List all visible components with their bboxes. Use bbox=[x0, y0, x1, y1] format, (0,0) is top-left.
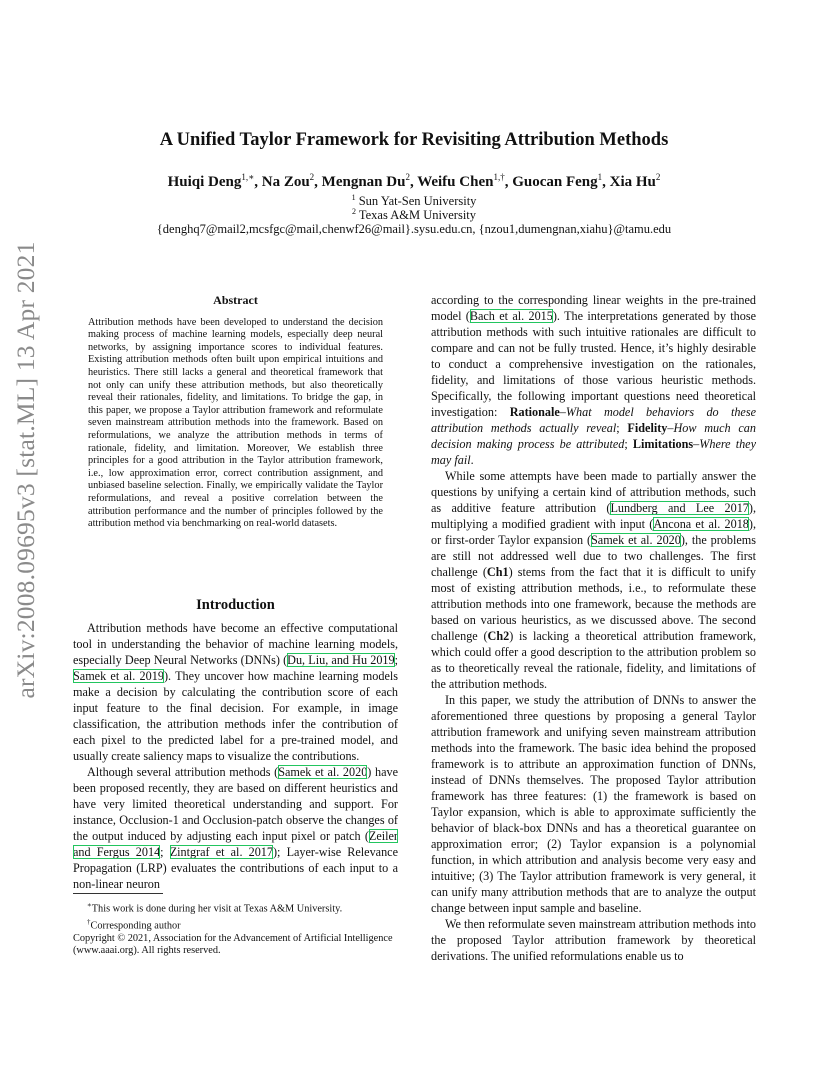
author-emails: {denghq7@mail2,mcsfgc@mail,chenwf26@mail}.sysu.edu.cn, {nzou1,dumengnan,xiahu}@tamu.edu bbox=[156, 222, 672, 236]
citation-link[interactable]: Samek et al. 2020 bbox=[278, 765, 368, 779]
keyword: Limitations bbox=[632, 437, 694, 451]
arxiv-identifier: arXiv:2008.09695v3 [stat.ML] 13 Apr 2021 bbox=[11, 241, 40, 699]
text-run: ); Layer-wise Relevance Propagation (LRP) evaluates the contributions of each input to a non-linear neuron bbox=[73, 845, 399, 891]
author-name: Na Zou bbox=[261, 174, 310, 190]
text-run: ). They uncover how machine learning models make a decision by calculating the contribution score of each input feature to the final decision. For example, in image classification, the attribution methods infer the contribution of each pixel to the predicted label for a pre-trained model, and usually create saliency maps to visualize the contributions. bbox=[73, 669, 399, 763]
citation-link[interactable]: Samek et al. 2020 bbox=[591, 533, 681, 547]
question-text: –What model behaviors do these attribution methods actually reveal bbox=[431, 405, 756, 435]
affiliation bbox=[0, 207, 828, 223]
text-run: ; bbox=[616, 421, 628, 435]
author-sup: 2 bbox=[405, 172, 410, 182]
arxiv-sidebar bbox=[6, 241, 46, 699]
footnote-mark: ∗ bbox=[87, 901, 92, 909]
author-sup: 1 bbox=[597, 172, 603, 182]
paragraph bbox=[73, 764, 398, 892]
question-text: –How much can decision making process be attributed bbox=[431, 421, 756, 451]
text-run: ) have been proposed recently, they are based on different heuristics and have very limited theoretical understanding and support. For instance, Occlusion-1 and Occlusion-patch observe the changes of the output induced by adjusting each input pixel or patch ( bbox=[73, 765, 398, 843]
text-run: ) stems from the fact that it is difficult to unify most of existing attribution methods, i.e., to reformulate these attribution methods into one framework, because the methods are based on various heuristics, as we discussed above. The second challenge ( bbox=[431, 565, 756, 643]
footnote bbox=[73, 899, 403, 958]
right-column-body bbox=[431, 292, 756, 964]
author-list: Huiqi Deng$^{1,∗}$, Na Zou$^2$, Mengnan Du$^2$, Weifu Chen$^{1,\dagger}$, Guocan Feng$^1$, Xia Hu$^2$ bbox=[167, 172, 661, 190]
author-name: Huiqi Deng bbox=[167, 174, 242, 190]
introduction-body bbox=[73, 620, 398, 892]
keyword: Rationale bbox=[509, 405, 560, 419]
author-sup: 1,∗ bbox=[241, 172, 255, 182]
citation-link[interactable]: Zintgraf et al. 2017 bbox=[169, 845, 273, 859]
author-name: Mengnan Du bbox=[321, 174, 406, 190]
paper-title: A Unified Taylor Framework for Revisiting Attribution Methods bbox=[159, 130, 669, 150]
text-run: Attribution methods have become an effective computational tool in understanding the behavior of machine learning models, especially Deep Neural Networks (DNNs) ( bbox=[73, 621, 398, 667]
abstract-heading: Abstract bbox=[213, 293, 258, 307]
citation-link[interactable]: Zeiler and Fergus 2014 bbox=[73, 829, 398, 859]
text-run: While some attempts have been made to partially answer the questions by unifying a certain kind of attribution methods, such as additive feature attribution ( bbox=[431, 469, 756, 515]
text-run: ), or first-order Taylor expansion ( bbox=[431, 517, 756, 547]
keyword: Fidelity bbox=[627, 421, 668, 435]
keyword: Ch1 bbox=[486, 565, 509, 579]
text-run: Although several attribution methods ( bbox=[87, 765, 279, 779]
author-name: Xia Hu bbox=[609, 174, 656, 190]
text-run: ; bbox=[624, 437, 633, 451]
author-name: Guocan Feng bbox=[512, 174, 598, 190]
citation-link[interactable]: Bach et al. 2015 bbox=[469, 309, 553, 323]
text-run: ) is lacking a theoretical attribution framework, which could offer a good description to the attribution problem so as to theoretically reveal the rationale, fidelity, and limitations of the attribution methods. bbox=[431, 629, 757, 691]
author-name: Weifu Chen bbox=[417, 174, 494, 190]
text-run: ), multiplying a modified gradient with input ( bbox=[431, 501, 756, 531]
affiliation-text: Sun Yat-Sen University bbox=[358, 194, 477, 209]
author-sup: 1,† bbox=[493, 172, 505, 182]
paragraph bbox=[73, 620, 398, 764]
keyword: Ch2 bbox=[487, 629, 510, 643]
text-run: . bbox=[470, 453, 474, 467]
author-sup: 2 bbox=[655, 172, 661, 182]
footnote-rule bbox=[73, 893, 163, 894]
affiliation-sup: 1 bbox=[351, 193, 356, 202]
question-text: –Where they may fail bbox=[431, 437, 756, 467]
footnote-text: This work is done during her visit at Texas A&M University. bbox=[91, 903, 343, 915]
abstract-text: Attribution methods have been developed to understand the decision making process of machine learning models, especially deep neural networks, by assigning importance scores to individual features. Existing attribution methods often built upon empirical intuitions and heuristics. There still lacks a general and theoretical framework that not only can unify these attribution methods, but also theoretically reveal their rationales, fidelity, and limitations. To bridge the gap, in this paper, we propose a Taylor attribution framework and reformulate seven mainstream attribution methods into the framework. Based on reformulations, we analyze the attribution methods in terms of rationale, fidelity, and limitation. Moreover, We establish three principles for a good attribution in the Taylor attribution framework, i.e., low approximation error, correct contribution assignment, and unbiased baseline selection. Finally, we empirically validate the Taylor reformulations, and reveal a positive correlation between the attribution performance and the number of principles followed by the attribution method via benchmarking on real-world datasets. bbox=[88, 316, 383, 530]
text-run: ), the problems are still not addressed well due to two challenges. The first challenge ( bbox=[431, 533, 757, 579]
author-sup: 2 bbox=[309, 172, 315, 182]
abstract bbox=[88, 294, 383, 531]
affiliation-sup: 2 bbox=[351, 207, 356, 216]
paragraph: We then reformulate seven mainstream attribution methods into the proposed Taylor attribution framework by theoretical derivations. The unified reformulations enable us to bbox=[431, 917, 756, 963]
paragraph bbox=[431, 468, 756, 692]
copyright-notice: Copyright © 2021, Association for the Advancement of Artificial Intelligence (www.aaai.org). All rights reserved. bbox=[73, 932, 393, 957]
footnote-mark: † bbox=[87, 917, 91, 926]
footnote-text: Corresponding author bbox=[90, 920, 181, 932]
affiliation-text: Texas A&M University bbox=[358, 208, 477, 223]
paragraph: In this paper, we study the attribution of DNNs to answer the aforementioned three questions by proposing a general Taylor attribution framework and unifying seven mainstream attribution methods into the framework. The basic idea behind the proposed framework is to attribute an approximation function of DNNs, instead of DNNs themselves. The proposed Taylor attribution framework has three features: (1) the framework is based on Taylor expansion, which is able to approximate sufficiently the behavior of black-box DNNs and has a theoretical guarantee on approximation error; (2) Taylor expansion is a polynomial function, in which attribution and analysis become very easy and intuitive; (3) The Taylor attribution framework is very general, it can unify many attribution methods that are to analyze the output change between input sample and baseline. bbox=[431, 693, 756, 915]
introduction-heading: Introduction bbox=[196, 597, 275, 613]
citation-link[interactable]: Lundberg and Lee 2017 bbox=[610, 501, 749, 515]
citation-link[interactable]: Ancona et al. 2018 bbox=[653, 517, 749, 531]
text-run: according to the corresponding linear weights in the pre-trained model ( bbox=[431, 293, 756, 323]
citation-link[interactable]: Samek et al. 2019 bbox=[73, 669, 164, 683]
text-run: ; bbox=[394, 653, 399, 667]
citation-link[interactable]: Du, Liu, and Hu 2019 bbox=[287, 653, 395, 667]
text-run: ). The interpretations generated by those attribution methods with such intuitive rationales are difficult to compare and can not be fully trusted. Hence, it’s highly desirable to conduct a comprehensive investigation on the rationales, fidelity, and limitations of those various heuristic methods. Specifically, the following important questions need theoretical investigation: bbox=[431, 309, 756, 419]
paragraph bbox=[431, 292, 756, 468]
text-run: ; bbox=[160, 845, 170, 859]
